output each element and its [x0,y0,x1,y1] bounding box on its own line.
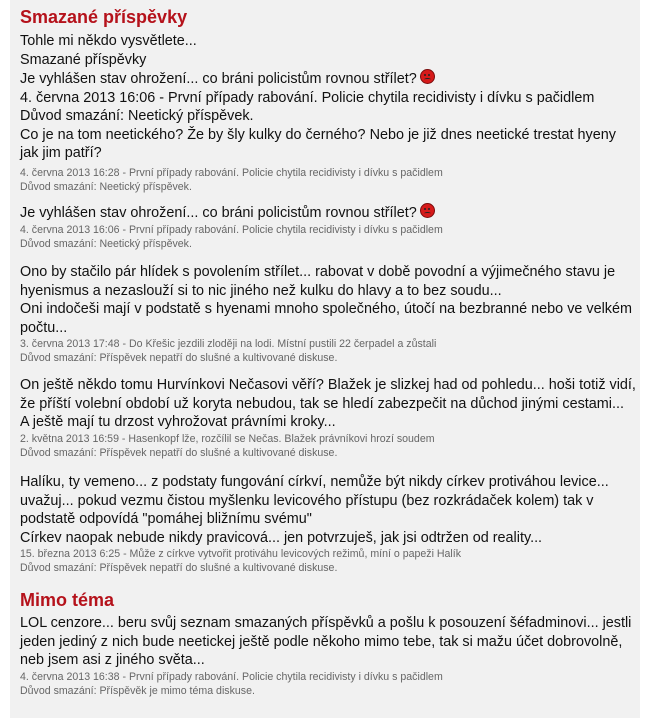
post-line: neb jsem asi z jiného světa... [20,652,205,668]
post-line [20,69,630,89]
article-link[interactable]: 2. května 2013 16:59 - Hasenkopf lže, rozčílil se Nečas. Blažek právníkovi hrozí soudem [20,432,435,445]
deletion-reason: Důvod smazání: Příspěvek nepatří do slušné a kultivované diskuse. [20,352,338,364]
post-line: uvažuj... pokud vezmu čistou myšlenku levicového přístupu (bez rozkrádaček kolem) tak v [20,492,594,509]
post-line: LOL cenzore... beru svůj seznam smazaných příspěvků a pošlu k posouzení šéfadminovi... jestli [20,615,632,631]
post-line [20,203,630,223]
post-line: Ono by stačilo pár hlídek s povolením střílet... rabovat v době povodní a výjimečného stavu je [20,264,616,280]
deletion-reason: Důvod smazání: Neetický příspěvek. [20,237,192,250]
article-link[interactable]: 4. června 2013 16:38 - První případy rabování. Policie chytila recidivisty i dívku s pačidlem [20,670,443,683]
article-link[interactable]: 3. června 2013 17:48 - Do Křešic jezdili zloději na lodi. Místní pustili 22 čerpadel a zůstali [20,338,437,350]
deleted-post [20,32,630,194]
deleted-post [20,376,636,460]
post-line: Smazané příspěvky [20,51,147,68]
angry-smiley-icon [420,203,435,218]
post-line: Co je na tom neetického? Že by šly kulky do černého? Nebo je již dnes neetické trestat hyeny jak jim patří? [20,126,616,161]
post-line: Církev naopak nebude nikdy pravicová... jen potvrzuješ, jak jsi odtržen od reality... [20,529,543,546]
section-title-offtopic: Mimo téma [20,590,115,610]
deletion-reason: Důvod smazání: Neetický příspěvek. [20,180,192,193]
post-meta [20,670,630,684]
section-title-deleted: Smazané příspěvky [20,7,188,27]
post-line: počtu... [20,319,68,336]
deleted-post [20,263,630,365]
post-line: Tohle mi někdo vysvětlete... [20,33,197,49]
post-line: hyenismus a nezaslouží si to nic jiného než kulku do hlavy a to bez soudu... [20,282,502,299]
post-meta [20,166,630,180]
article-link[interactable]: 15. března 2013 6:25 - Může z církve vytvořit protiváhu levicových režimů, míní o papeži Halík [20,548,462,560]
post-line-text: Je vyhlášen stav ohrožení... co bráni policistům rovnou střílet? [20,205,417,221]
angry-smiley-icon [420,69,435,84]
deleted-post [20,203,630,251]
post-line: Důvod smazání: Neetický příspěvek. [20,108,254,124]
post-line: jeden jediný z nich bude neetickej ještě podle někoho mimo tebe, tak si mažu účet dobrovolně, [20,633,623,650]
post-meta [20,547,630,561]
deletion-reason: Důvod smazání: Příspěvěk je mimo téma diskuse. [20,684,255,697]
post-meta [20,337,630,351]
post-line: A ještě mají tu drzost vyhrožovat právními kroky... [20,414,336,430]
deleted-post [20,473,630,575]
deleted-posts-panel [10,0,640,718]
post-meta [20,223,630,237]
offtopic-post [20,614,630,698]
post-line: On ještě někdo tomu Hurvínkovi Nečasovi věří? Blažek je slizkej had od pohledu... hoši totiž vidí, [20,377,636,393]
post-line: Halíku, ty vemeno... z podstaty fungování církví, nemůže být nikdy církev protiváhou levice... [20,474,609,490]
post-line: podstatě odpovídá "pomáhej bližnímu svému" [20,511,312,527]
article-link[interactable]: 4. června 2013 16:28 - První případy rabování. Policie chytila recidivisty i dívku s pačidlem [20,166,443,179]
article-link[interactable]: 4. června 2013 16:06 - První případy rabování. Policie chytila recidivisty i dívku s pačidlem [20,223,443,236]
post-line-text: Je vyhlášen stav ohrožení... co bráni policistům rovnou střílet? [20,71,417,87]
deletion-reason: Důvod smazání: Příspěvek nepatří do slušné a kultivované diskuse. [20,562,338,574]
post-line: Oni indočeši mají v podstatě s hyenami mnoho společného, útočí na bezbranné nebo ve velkém [20,301,632,317]
post-line: 4. června 2013 16:06 - První případy rabování. Policie chytila recidivisty i dívku s pačidlem [20,89,595,106]
post-meta [20,432,630,446]
deletion-reason: Důvod smazání: Příspěvek nepatří do slušné a kultivované diskuse. [20,446,338,459]
post-line: že příští volební období už koryta nebudou, tak se hledí zabezpečit na důchod jinými cestami... [20,395,624,412]
